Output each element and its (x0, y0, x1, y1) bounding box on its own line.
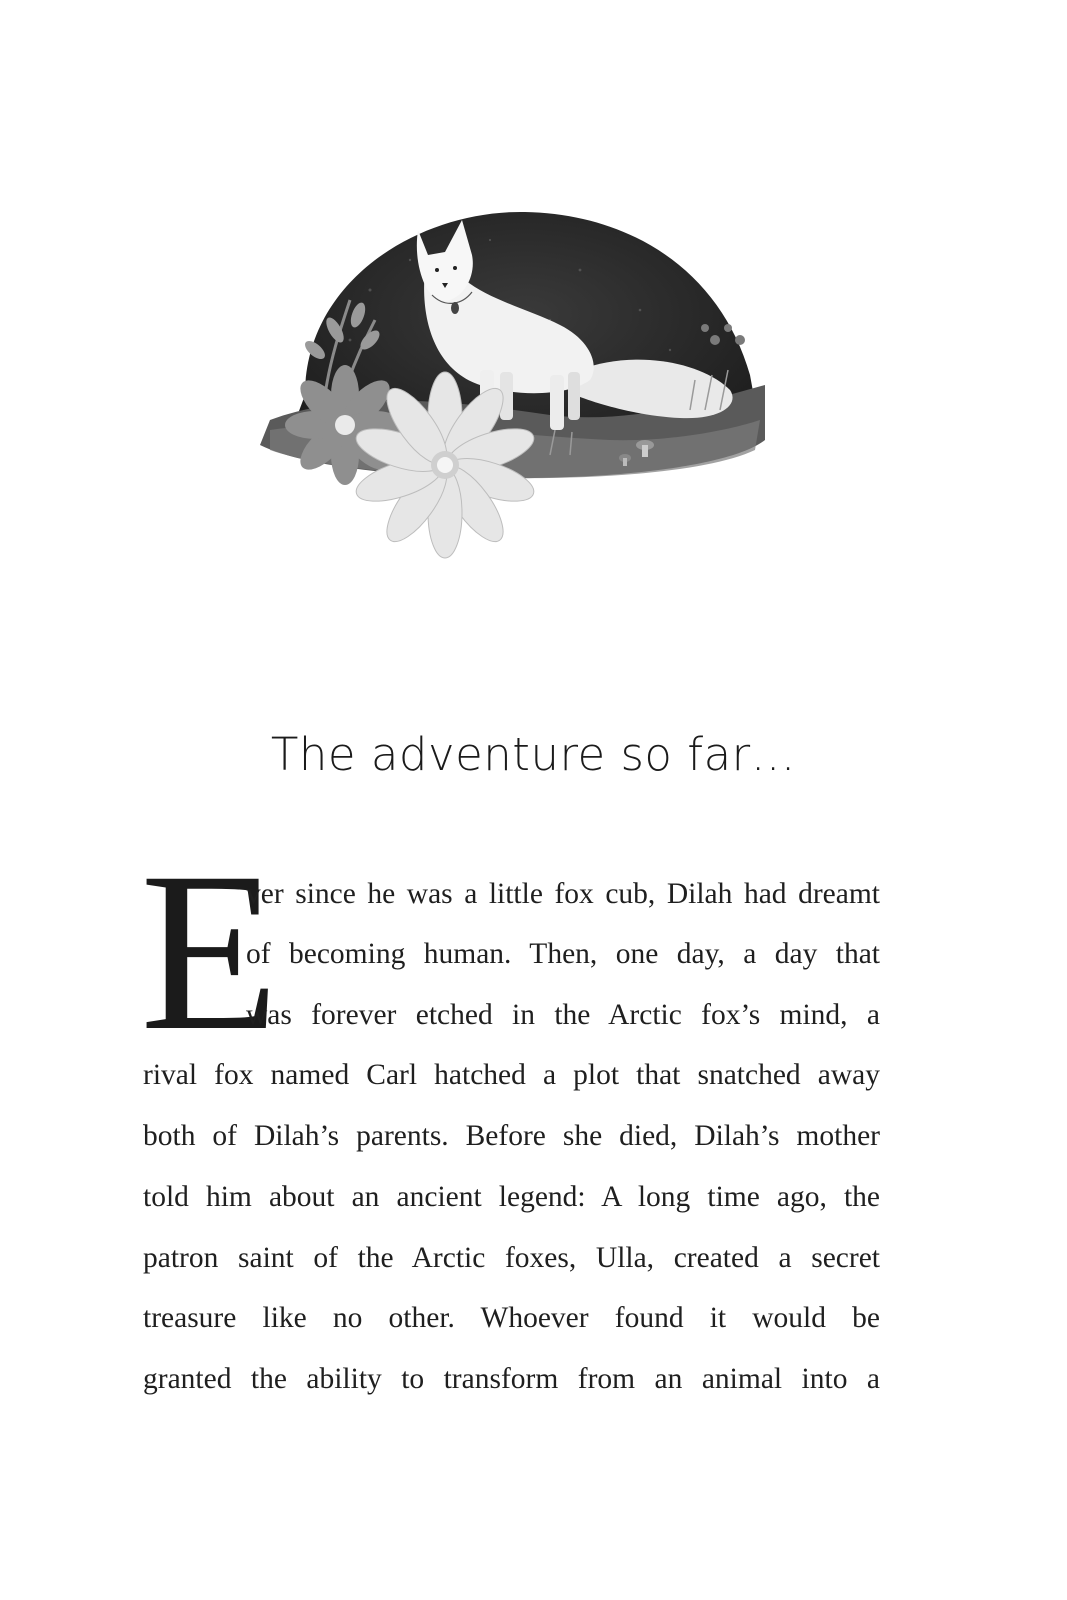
body-line-7: patron saint of the Arctic foxes, Ulla, created a secret (143, 1242, 880, 1274)
body-line-9: granted the ability to transform from an animal into a (143, 1363, 880, 1395)
arctic-fox-illustration (250, 200, 780, 560)
body-line-8: treasure like no other. Whoever found it would be (143, 1302, 880, 1334)
body-line-4: rival fox named Carl hatched a plot that snatched away (143, 1059, 880, 1091)
body-line-5: both of Dilah’s parents. Before she died, Dilah’s mother (143, 1120, 880, 1152)
body-line-6: told him about an ancient legend: A long time ago, the (143, 1181, 880, 1213)
body-line-3: was forever etched in the Arctic fox’s mind, a (246, 999, 880, 1031)
arctic-fox-in-flowers-icon (250, 200, 780, 560)
drop-cap: E (140, 826, 280, 1078)
body-line-2: of becoming human. Then, one day, a day that (246, 938, 880, 970)
chapter-title: The adventure so far… (270, 728, 797, 781)
body-line-1: ver since he was a little fox cub, Dilah had dreamt (246, 878, 880, 910)
